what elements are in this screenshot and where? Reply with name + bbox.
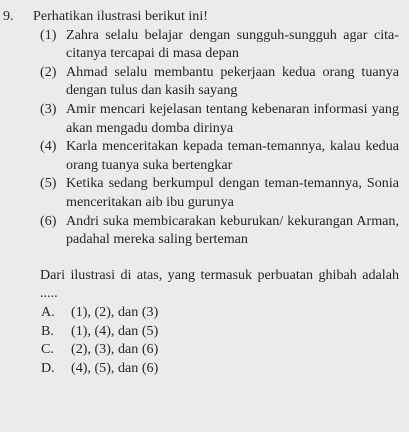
- question-number: 9.: [3, 8, 14, 24]
- question-prompt: Dari ilustrasi di atas, yang termasuk perbuatan ghibah adalah .....: [40, 266, 399, 302]
- statement-text: Karla menceritakan kepada teman-temannya, kalau kedua orang tuanya suka bertengkar: [66, 138, 399, 173]
- option-letter: D.: [41, 359, 55, 376]
- statement-number: (5): [40, 175, 57, 192]
- option-b[interactable]: [41, 322, 399, 341]
- question-body: [33, 7, 399, 377]
- statement-number: (3): [40, 100, 57, 117]
- option-a[interactable]: [41, 303, 399, 322]
- statement-item: [41, 100, 399, 137]
- statement-text: Amir mencari kejelasan tentang kebenaran informasi yang akan mengadu domba dirinya: [66, 100, 399, 136]
- statement-text: Ketika sedang berkumpul dengan teman-temannya, Sonia menceritakan aib ibu gurunya: [66, 175, 399, 210]
- option-text: (2), (3), dan (6): [71, 341, 159, 358]
- statement-text: Zahra selalu belajar dengan sungguh-sungguh agar cita-citanya tercapai di masa depan: [66, 26, 399, 62]
- option-letter: B.: [41, 322, 54, 339]
- statement-item: [41, 137, 399, 174]
- answer-options: [41, 303, 399, 377]
- statement-item: [41, 174, 399, 211]
- option-c[interactable]: [41, 340, 399, 359]
- statement-item: [41, 63, 399, 100]
- statement-number: (1): [40, 26, 57, 43]
- option-text: (1), (4), dan (5): [71, 322, 159, 339]
- statement-list: [41, 26, 399, 249]
- question-stem: Perhatikan ilustrasi berikut ini!: [33, 8, 208, 24]
- option-letter: A.: [41, 303, 55, 320]
- statement-text: Andri suka membicarakan keburukan/ kekurangan Arman, padahal mereka saling berteman: [66, 212, 399, 248]
- statement-item: [41, 212, 399, 249]
- option-letter: C.: [41, 341, 54, 358]
- statement-item: [41, 26, 399, 63]
- option-text: (4), (5), dan (6): [71, 359, 159, 376]
- option-text: (1), (2), dan (3): [71, 303, 159, 320]
- option-d[interactable]: [41, 359, 399, 378]
- statement-text: Ahmad selalu membantu pekerjaan kedua orang tuanya dengan tulus dan kasih sayang: [66, 63, 399, 99]
- statement-number: (2): [40, 63, 57, 80]
- question-9: [3, 7, 399, 377]
- statement-number: (6): [40, 212, 57, 229]
- statement-number: (4): [40, 138, 57, 155]
